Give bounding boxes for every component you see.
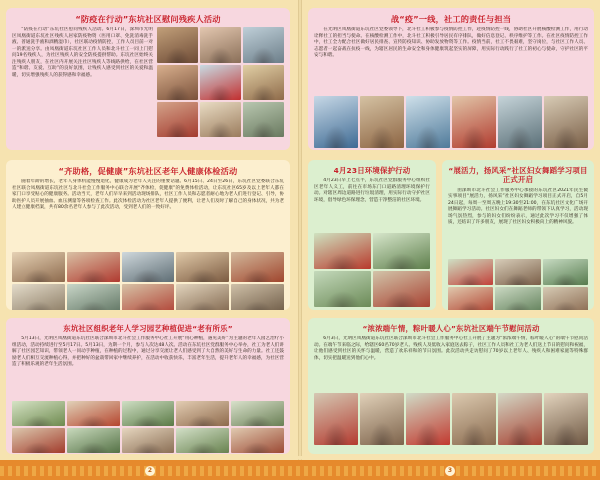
photo	[452, 393, 496, 445]
book-spine	[298, 0, 302, 480]
panel-disabled-visit	[6, 8, 290, 150]
panel-title: 东坑社区组织老年人学习园艺种植促进“老有所乐”	[63, 324, 233, 333]
panel-epidemic-frontline	[308, 8, 594, 150]
photo	[360, 96, 404, 148]
photo	[495, 259, 540, 285]
photo-grid	[314, 96, 588, 148]
photo	[176, 284, 229, 310]
photo	[373, 233, 430, 269]
panel-body: 在光明区凤凰街道东坑社区党委领导下，北斗社工积极参与疫情防控工作，赴疫情防控一线，协助社区开展核酸检测工作，用行动诠释社工的担当与使命。在核酸检测工作中，北斗社工积极引导居民有序排队，做好信息登记、秩序维护等工作。在社区疫情防控工作中，社工全力配合社区做好居民排查、宣传防疫知识、协助发放物资等工作。疫情当前，社工不畏艰难，坚守岗位，与社区工作人员、志愿者一起奋战在抗疫一线，为辖区居民的生命安全和身体健康筑起坚实的屏障，用实际行动践行了社工的初心与使命，守护社区的平安与和谐。	[314, 27, 588, 59]
photo	[498, 96, 542, 148]
panel-dance-project	[442, 160, 594, 310]
panel-body: 由深圳市北斗社会工作服务中心承接的东坑社区2021年民生微实事项目“展活力，扬风采”社区妇女舞蹈学习项目正式开启，自5月24日起，每周一至周五晚上19:30至21:00，在东坑社区文化广场开展舞蹈学习活动。社区妇女们在舞蹈老师的带领下认真学习，活动现场气氛热烈，参与的妇女们纷纷表示，通过此次学习不仅增强了体质，还结识了许多朋友，展现了社区妇女积极向上的精神风貌。	[448, 187, 588, 226]
photo	[67, 401, 120, 426]
panel-body-wrap	[12, 179, 284, 249]
photo	[176, 252, 229, 282]
panel-body: 4月23日早上七点半，东坑社区党群服务中心组织社区老年人义工，前往在市场东门口道路清理环境保护行动。对辖区周边道路进行垃圾清理，用实际行动守护社区环境，倡导绿色环保理念，营造干净整洁的社区环境。	[314, 178, 430, 203]
photo	[231, 428, 284, 453]
panel-body-wrap	[12, 27, 153, 137]
panel-gardening	[6, 318, 290, 454]
photo-grid	[157, 27, 284, 137]
panel-title: “浓浓端午情，粽叶暖人心”东坑社区端午节慰问活动	[362, 324, 540, 333]
photo	[200, 102, 241, 137]
photo	[67, 284, 120, 310]
photo-grid	[314, 233, 430, 307]
photo	[544, 393, 588, 445]
photo	[448, 287, 493, 311]
panel-elderly-checkup	[6, 160, 290, 310]
photo	[176, 401, 229, 426]
photo-grid	[12, 252, 284, 310]
panel-title: “展活力，扬风采”社区妇女舞蹈学习项目正式开启	[448, 166, 588, 185]
photo	[543, 287, 588, 311]
photo	[498, 393, 542, 445]
photo	[373, 271, 430, 307]
photo	[543, 259, 588, 285]
photo	[314, 233, 371, 269]
photo-grid	[12, 401, 284, 453]
photo	[122, 401, 175, 426]
photo	[157, 27, 198, 62]
photo-grid	[314, 393, 588, 445]
photo	[314, 96, 358, 148]
panel-dragon-boat	[308, 318, 594, 454]
photo	[406, 393, 450, 445]
photo	[176, 428, 229, 453]
photo	[157, 65, 198, 100]
photo	[12, 284, 65, 310]
panel-body-wrap	[314, 336, 588, 390]
photo	[200, 65, 241, 100]
panel-body: 6月3日，光明区凤凰街道东坑社区联合深圳市北斗社会工作服务中心社工开展了主题为“浓浓端午情，粽叶暖人心”的端午节慰问活动。在端午节来临之际，给辖区60名70岁老人、残疾人及低收入家庭送去粽子，社区工作人员和社工为老人们送上节日的慰问和祝福，让他们感受到社区的关怀与温暖，营造了欢乐祥和的节日氛围。此次活动共走访慰问了70岁以上老年人、残疾人和困难家庭等特殊群体，切实把温暖送到他们心中。	[314, 336, 588, 361]
photo-grid	[448, 259, 588, 311]
panel-body: 5月13日，光明区凤凰街道东坑社区联合深圳市北斗社会工作服务中心社工开展“用心种植，遇见美好”为主题的老年人园艺治疗小组活动，活动持续进行至5月17日。5月13日，为期一个月，参与人次达48人次。活动在东坑社区党群服务中心举办，社工为老人们讲解了社区园艺知识，带领老人一同动手种植，在种植的过程中，通过分享交流让老人们感受到了大自然的美好与生命的力量。社工还鼓励老人们相互交流种植心得，并把种好的盆栽带回家中继续养护，在活动中收获快乐，丰富老年生活，提升老年人的幸福感，为社区营造了积极乐观的老年生活氛围。	[12, 336, 284, 368]
photo	[314, 271, 371, 307]
panel-environment	[308, 160, 436, 310]
photo	[544, 96, 588, 148]
panel-title: 战“疫”一线，社工的责任与担当	[390, 14, 512, 24]
photo	[243, 27, 284, 62]
photo	[243, 102, 284, 137]
photo	[243, 65, 284, 100]
footer-pattern	[0, 466, 600, 476]
photo	[122, 428, 175, 453]
panel-body-wrap	[12, 336, 284, 398]
photo	[406, 96, 450, 148]
photo	[157, 102, 198, 137]
photo	[67, 428, 120, 453]
photo	[231, 252, 284, 282]
photo	[231, 284, 284, 310]
panel-title: “齐助格，促健康”东坑社区老年人健康体检活动	[58, 166, 238, 176]
photo	[12, 252, 65, 282]
photo	[231, 401, 284, 426]
photo	[122, 284, 175, 310]
photo	[448, 259, 493, 285]
photo	[452, 96, 496, 148]
photo	[360, 393, 404, 445]
photo	[200, 27, 241, 62]
photo	[12, 401, 65, 426]
footer-scallop	[0, 456, 600, 464]
panel-body-wrap	[314, 27, 588, 93]
page-number-right: 3	[445, 466, 455, 476]
panel-body: 随着年龄的增长，老年人身体机能慢慢退化，健康成为老年人关注的重要话题。6月15日、24日至26日，东坑社区党委联合东坑社区联合凤凰街道东坑社区与北斗社会工作服务中心联合开展“齐体检，促健康”的免费体检活动，让东坑社区65岁及以上老年人都在家门口享受贴心的健康服务。活动当天，老年人们早早来到活动现场排队，社区工作人员和志愿者耐心地为老人们进行登记、引导，协助医护人员开展抽血、血压测量等各项检查工作。此次体检活动为社区老年人提供了便利，让老人们及时了解自己的身体状况，共为老人建立健康档案，共有80余名老年人参与了此次活动，受到老人们的一致好评。	[12, 179, 284, 211]
photo	[67, 252, 120, 282]
panel-title: “防疫在行动”东坑社区慰问残疾人活动	[75, 14, 221, 24]
footer-border	[0, 460, 600, 480]
photo	[495, 287, 540, 311]
photo	[122, 252, 175, 282]
page-number-left: 2	[145, 466, 155, 476]
panel-title: 4月23日环境保护行动	[333, 166, 411, 175]
panel-body-wrap	[448, 188, 588, 256]
photo	[12, 428, 65, 453]
photo	[314, 393, 358, 445]
panel-body-wrap	[314, 178, 430, 230]
panel-body: “防疫在行动”东坑社区慰问残疾人活动。6月17日，深圳市光明区凤凰街道东坑社区残疾人居家防疫物资（医用口罩、免洗消毒洗手液、普通洗手液和酒精湿巾），社区联动疫情防控，工作人员目前一对一的派送分享。由凤凰街道东坑社区工作人员和北斗社工一同上门慰问19名残疾人，为社区残疾人的安全防疫提供帮助。东坑社区始终关注残疾人朋友，在社区内开展关注社区残疾人等线路供给，在社区营造“和谐、友爱、互助”的良好氛围，让残疾人感受到社区的关爱和温暖，切实增强残疾人的获得感和幸福感。	[12, 27, 153, 78]
